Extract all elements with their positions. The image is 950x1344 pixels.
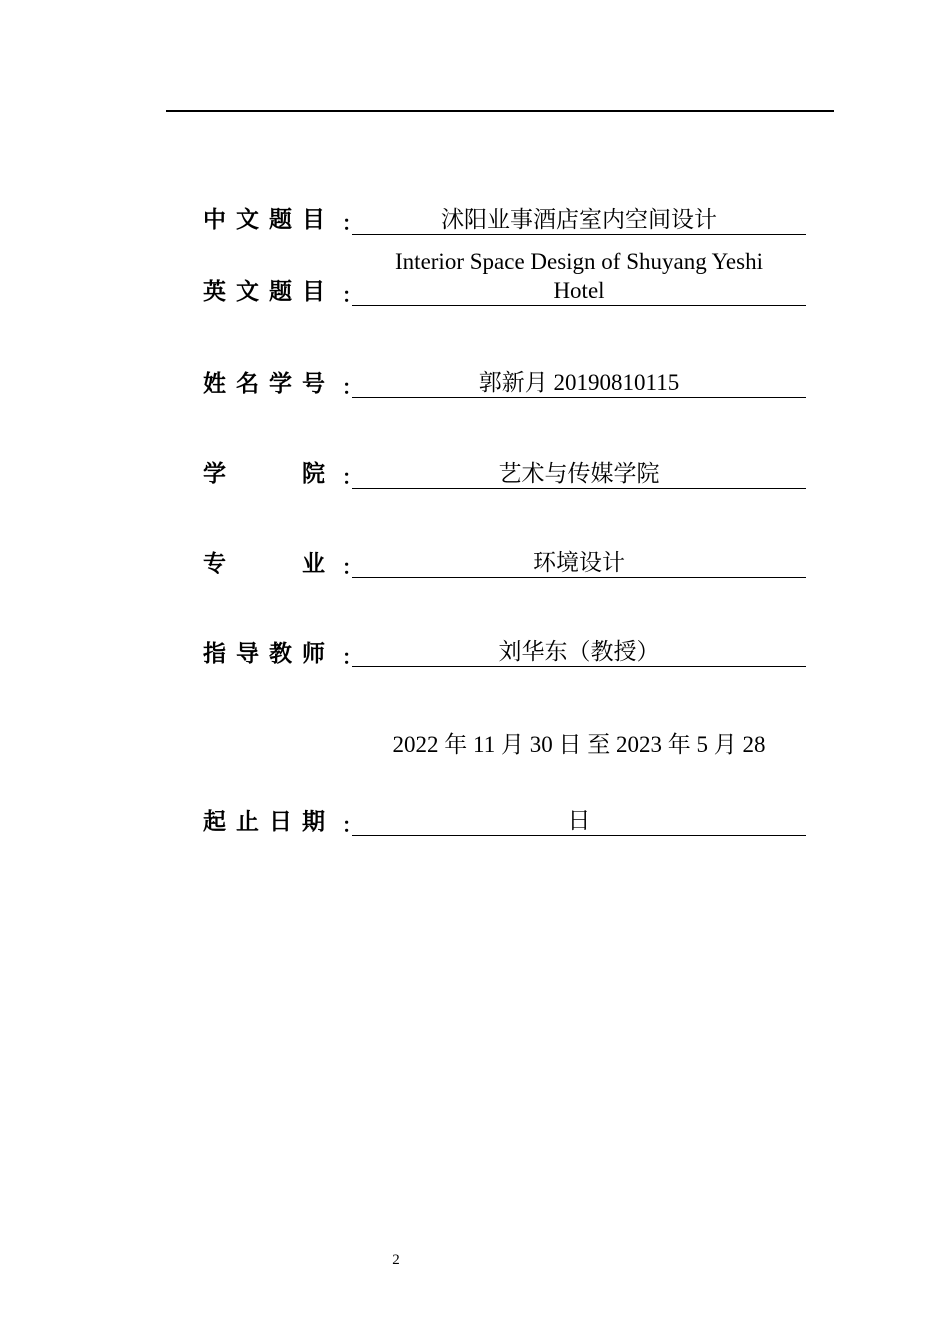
field-value: 环境设计 [352,548,806,578]
value-line-2: Hotel [553,278,605,303]
field-colon: ： [342,211,362,235]
field-colon: ： [342,283,362,307]
field-value: 沭阳业事酒店室内空间设计 [352,205,806,235]
field-label: 学 院 [203,461,325,487]
field-colon: ： [342,375,362,399]
field-label: 英 文 题 目 [203,279,325,305]
date-range-line-2: 日 [352,806,806,836]
field-label: 姓 名 学 号 [203,371,325,397]
field-value: 刘华东（教授） [352,637,806,667]
field-colon: ： [342,645,362,669]
field-value [352,247,806,306]
field-label: 专 业 [203,551,325,577]
header-rule [166,110,834,112]
field-colon: ： [342,555,362,579]
field-label: 指 导 教 师 [203,641,325,667]
field-value: 艺术与传媒学院 [352,459,806,489]
date-range-line-1: 2022 年 11 月 30 日 至 2023 年 5 月 28 [392,732,766,757]
value-line-1: Interior Space Design of Shuyang Yeshi [395,249,763,274]
field-colon: ： [342,465,362,489]
field-value: 郭新月 20190810115 [352,368,806,398]
field-label: 中 文 题 目 [203,207,325,233]
field-colon: ： [342,813,362,837]
page-number: 2 [392,1252,400,1268]
field-label: 起 止 日 期 [203,809,325,835]
